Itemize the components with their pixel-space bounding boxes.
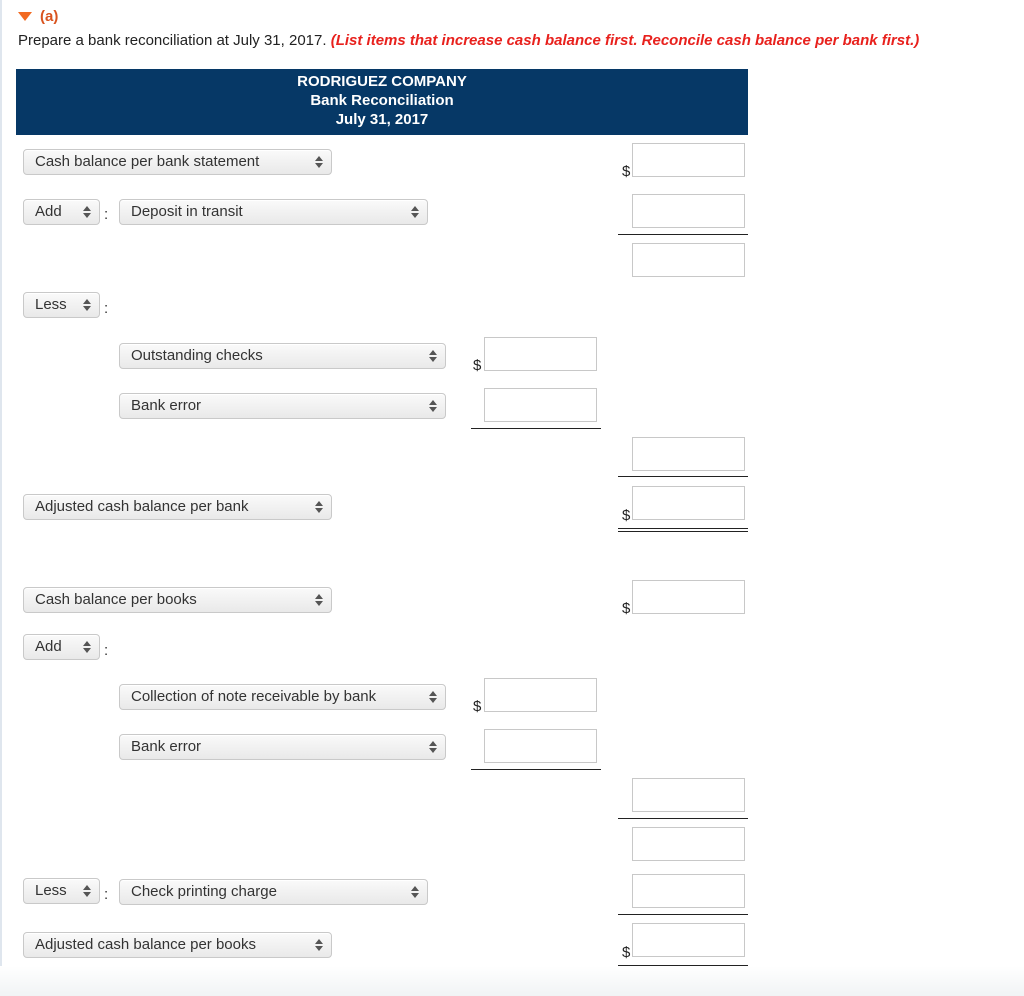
- instruction: [18, 32, 919, 49]
- add-select-2[interactable]: [23, 634, 100, 660]
- cash-per-bank-amount[interactable]: [632, 143, 745, 177]
- dollar-sign: $: [622, 163, 631, 180]
- collection-note-amount[interactable]: [484, 678, 597, 712]
- caret-down-icon: [18, 12, 32, 21]
- cash-per-books-amount[interactable]: [632, 580, 745, 614]
- updown-arrows-icon: [315, 500, 323, 514]
- updown-arrows-icon: [315, 155, 323, 169]
- section-toggle[interactable]: [18, 8, 58, 25]
- colon: :: [104, 642, 109, 659]
- collection-note-label: Collection of note receivable by bank: [131, 688, 377, 705]
- cash-per-bank-label: Cash balance per bank statement: [35, 153, 260, 170]
- deposit-in-transit-label: Deposit in transit: [131, 203, 243, 220]
- deposit-in-transit-select[interactable]: [119, 199, 428, 225]
- section-label: (a): [40, 8, 59, 25]
- updown-arrows-icon: [315, 938, 323, 952]
- updown-arrows-icon: [429, 740, 437, 754]
- updown-arrows-icon: [315, 593, 323, 607]
- dollar-sign: $: [622, 944, 631, 961]
- less-label-1: Less: [35, 296, 67, 313]
- books-subtotal-amount[interactable]: [632, 827, 745, 861]
- bank-subtotal-amount[interactable]: [632, 243, 745, 277]
- check-printing-amount[interactable]: [632, 874, 745, 908]
- statement-title: Bank Reconciliation: [310, 92, 454, 109]
- adjusted-bank-select[interactable]: [23, 494, 332, 520]
- adjusted-books-select[interactable]: [23, 932, 332, 958]
- bank-error-label-2: Bank error: [131, 738, 202, 755]
- outstanding-checks-amount[interactable]: [484, 337, 597, 371]
- bank-error-amount-2[interactable]: [484, 729, 597, 763]
- check-printing-label: Check printing charge: [131, 883, 277, 900]
- updown-arrows-icon: [411, 205, 419, 219]
- less-label-2: Less: [35, 882, 67, 899]
- instruction-text: Prepare a bank reconciliation at July 31, 2017.: [18, 32, 327, 49]
- outstanding-checks-select[interactable]: [119, 343, 446, 369]
- cash-per-books-select[interactable]: [23, 587, 332, 613]
- deposit-in-transit-amount[interactable]: [632, 194, 745, 228]
- total-double-rule: [618, 528, 748, 532]
- cash-per-books-label: Cash balance per books: [35, 591, 197, 608]
- bank-error-select-1[interactable]: [119, 393, 446, 419]
- instruction-note: (List items that increase cash balance first. Reconcile cash balance per bank first.): [330, 32, 920, 49]
- bank-deductions-total[interactable]: [632, 437, 745, 471]
- updown-arrows-icon: [83, 884, 91, 898]
- updown-arrows-icon: [411, 885, 419, 899]
- updown-arrows-icon: [429, 690, 437, 704]
- subtotal-rule: [618, 914, 748, 915]
- reconciliation-header: [16, 69, 748, 135]
- updown-arrows-icon: [83, 640, 91, 654]
- add-select-1[interactable]: [23, 199, 100, 225]
- colon: :: [104, 206, 109, 223]
- left-rule: [0, 0, 2, 996]
- bank-error-amount-1[interactable]: [484, 388, 597, 422]
- less-select-2[interactable]: [23, 878, 100, 904]
- bank-error-label-1: Bank error: [131, 397, 202, 414]
- updown-arrows-icon: [83, 205, 91, 219]
- subtotal-rule: [618, 818, 748, 819]
- check-printing-select[interactable]: [119, 879, 428, 905]
- subtotal-rule: [618, 234, 748, 235]
- outstanding-checks-label: Outstanding checks: [131, 347, 263, 364]
- subtotal-rule: [471, 428, 601, 429]
- company-name: RODRIGUEZ COMPANY: [297, 73, 467, 90]
- collection-note-select[interactable]: [119, 684, 446, 710]
- dollar-sign: $: [622, 600, 631, 617]
- bank-error-select-2[interactable]: [119, 734, 446, 760]
- adjusted-books-amount[interactable]: [632, 923, 745, 957]
- adjusted-bank-label: Adjusted cash balance per bank: [35, 498, 249, 515]
- add-label-2: Add: [35, 638, 62, 655]
- updown-arrows-icon: [83, 298, 91, 312]
- add-label-1: Add: [35, 203, 62, 220]
- updown-arrows-icon: [429, 349, 437, 363]
- statement-date: July 31, 2017: [335, 111, 429, 128]
- dollar-sign: $: [473, 357, 482, 374]
- bottom-shade: [0, 966, 1024, 996]
- less-select-1[interactable]: [23, 292, 100, 318]
- adjusted-books-label: Adjusted cash balance per books: [35, 936, 256, 953]
- subtotal-rule: [471, 769, 601, 770]
- dollar-sign: $: [473, 698, 482, 715]
- subtotal-rule: [618, 476, 748, 477]
- books-additions-total[interactable]: [632, 778, 745, 812]
- updown-arrows-icon: [429, 399, 437, 413]
- cash-per-bank-select[interactable]: [23, 149, 332, 175]
- colon: :: [104, 300, 109, 317]
- colon: :: [104, 886, 109, 903]
- dollar-sign: $: [622, 507, 631, 524]
- adjusted-bank-amount[interactable]: [632, 486, 745, 520]
